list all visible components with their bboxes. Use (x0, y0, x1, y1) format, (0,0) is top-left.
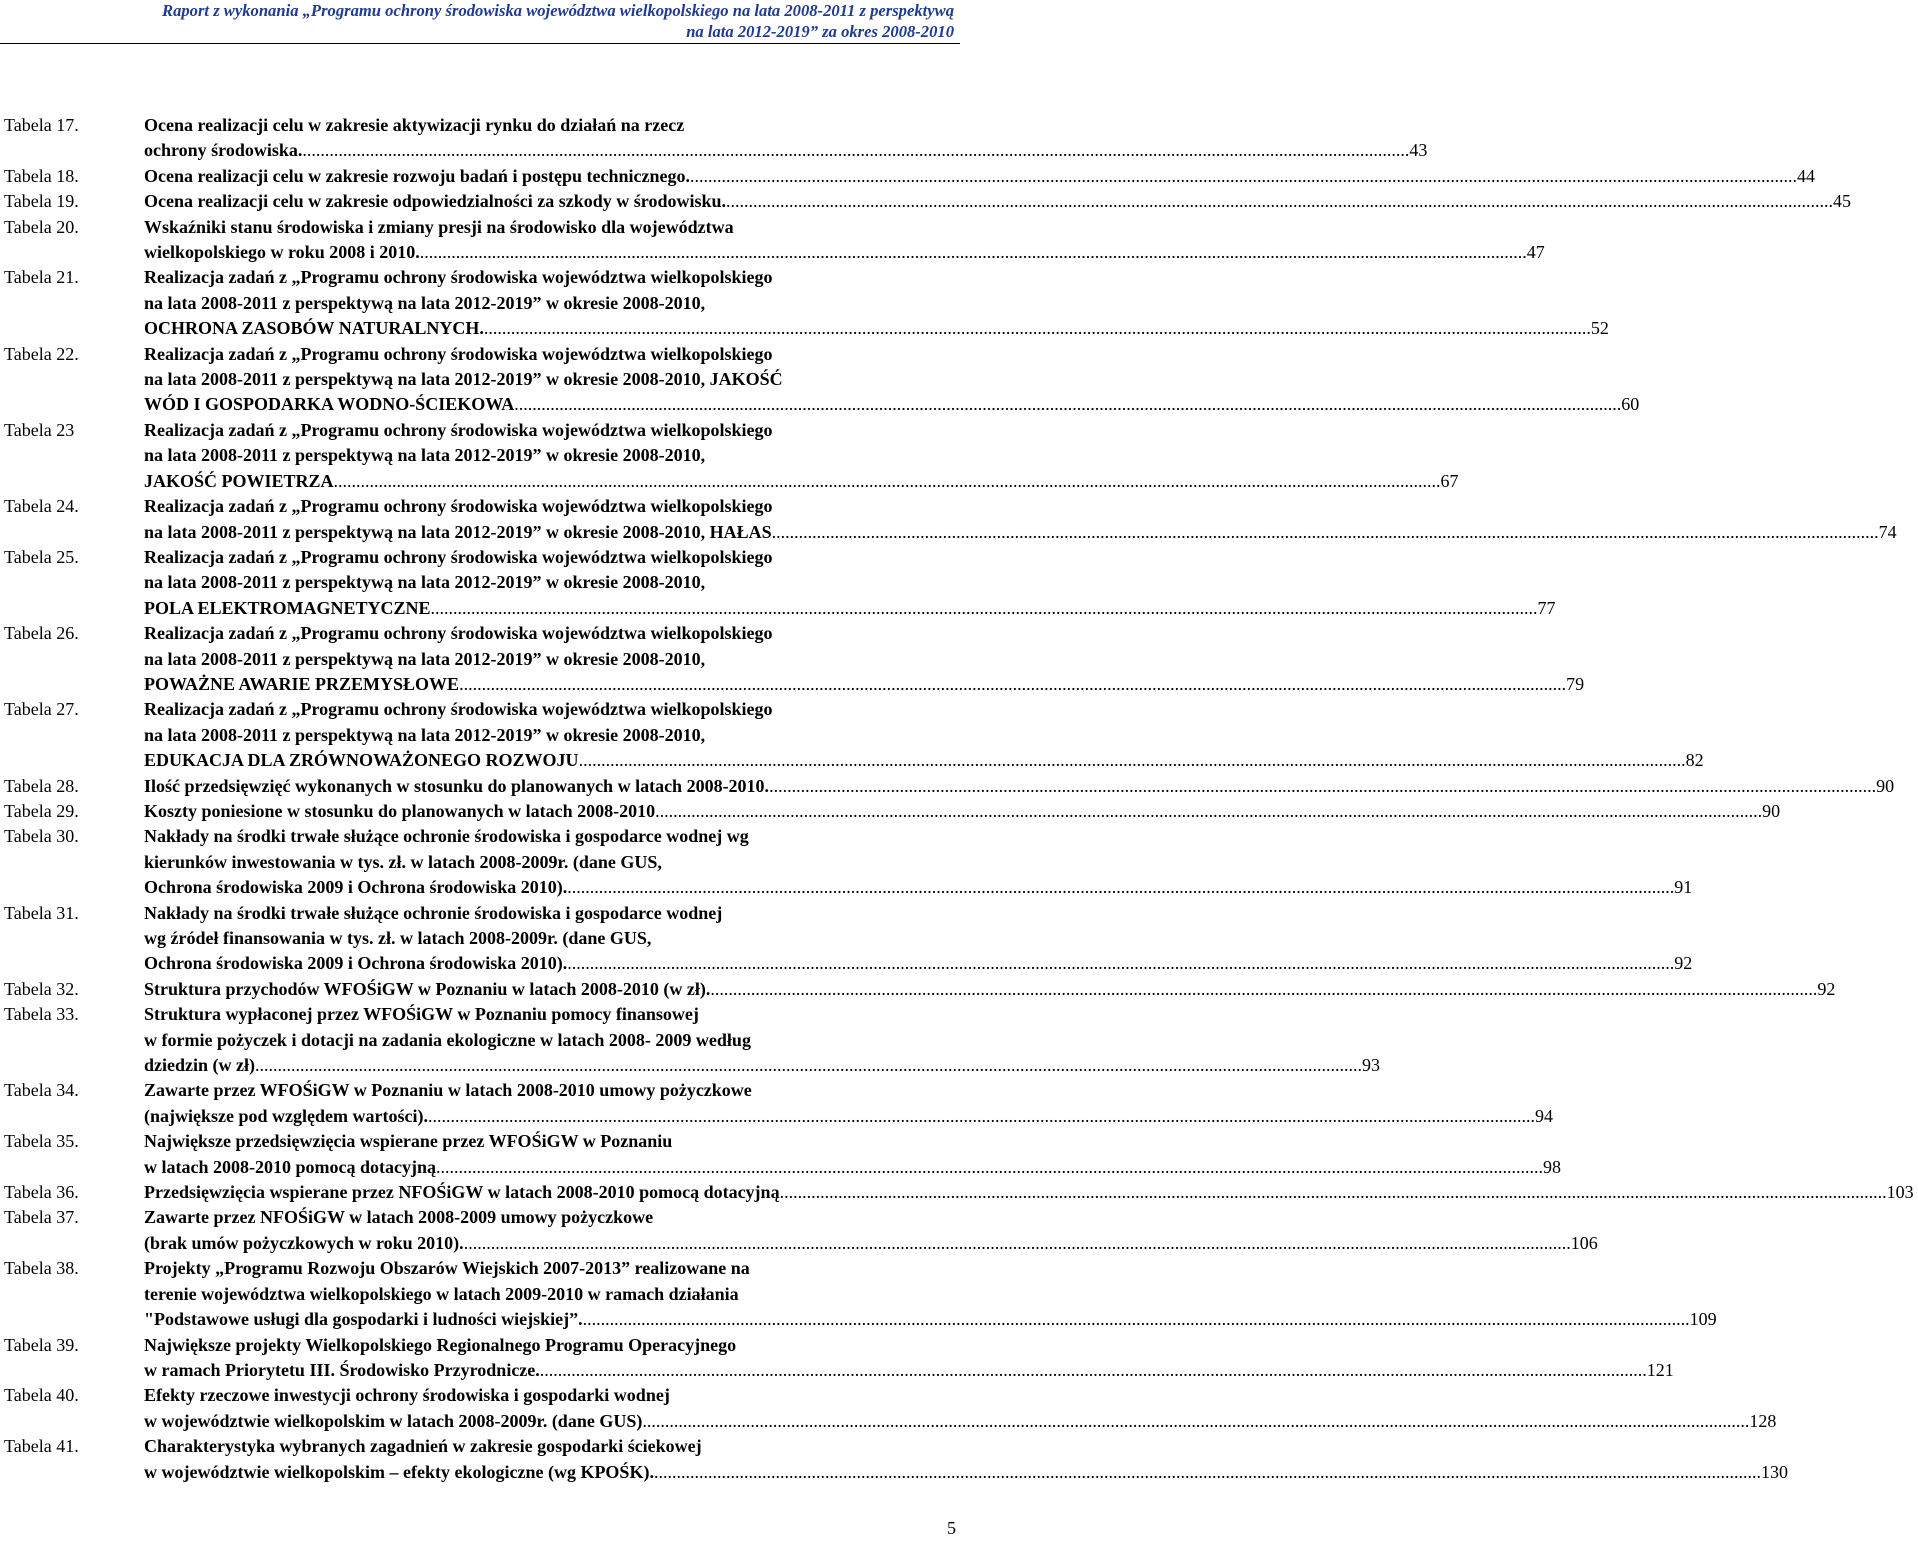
toc-entry[interactable] (0, 1129, 1561, 1180)
table-title (144, 799, 1784, 824)
dot-leader (655, 799, 1762, 824)
title-line: Przedsięwzięcia wspierane przez NFOŚiGW w latach 2008-2010 pomocą dotacyjną (144, 1182, 780, 1203)
table-title (144, 824, 1696, 900)
title-line: Zawarte przez WFOŚiGW w Poznaniu w latach 2008-2010 umowy pożyczkowe (144, 1080, 752, 1101)
table-title (144, 418, 1463, 494)
table-title (144, 1256, 1721, 1332)
title-line: Projekty „Programu Rozwoju Obszarów Wiejskich 2007-2013” realizowane na (144, 1258, 750, 1279)
title-last-line (144, 240, 1545, 265)
table-title (144, 494, 1901, 545)
page-ref[interactable]: 128 (1749, 1410, 1777, 1431)
title-last-line (144, 392, 1639, 417)
title-line: "Podstawowe usługi dla gospodarki i ludności wiejskiej”. (144, 1309, 583, 1330)
page-ref[interactable]: 93 (1361, 1055, 1380, 1076)
dot-leader (583, 1307, 1690, 1332)
title-line: WÓD I GOSPODARKA WODNO-ŚCIEKOWA (144, 394, 515, 415)
title-line: na lata 2008-2011 z perspektywą na lata 2012-2019” w okresie 2008-2010, (144, 724, 706, 745)
title-last-line (144, 138, 1427, 163)
title-line: Największe projekty Wielkopolskiego Regionalnego Programu Operacyjnego (144, 1334, 737, 1355)
page-ref[interactable]: 77 (1537, 597, 1556, 618)
title-line: Ochrona środowiska 2009 i Ochrona środowiska 2010). (144, 877, 568, 898)
title-last-line (144, 1358, 1674, 1383)
page-ref[interactable]: 103 (1886, 1182, 1914, 1203)
page-ref[interactable]: 44 (1796, 165, 1815, 186)
table-label: Tabela 19. (4, 191, 79, 212)
title-line: na lata 2008-2011 z perspektywą na lata 2012-2019” w okresie 2008-2010, HAŁAS (144, 521, 772, 542)
title-line: dziedzin (w zł) (144, 1055, 255, 1076)
title-last-line (144, 1307, 1717, 1332)
dot-leader (459, 672, 1566, 697)
title-line: Charakterystyka wybranych zagadnień w zakresie gospodarki ściekowej (144, 1436, 702, 1457)
dot-leader (642, 1409, 1749, 1434)
title-line: wg źródeł finansowania w tys. zł. w latach 2008-2009r. (dane GUS, (144, 928, 652, 948)
title-line: w ramach Priorytetu III. Środowisko Przyrodnicze. (144, 1359, 540, 1380)
page-ref[interactable]: 43 (1409, 140, 1428, 161)
page-ref[interactable]: 82 (1685, 750, 1704, 771)
table-label: Tabela 26. (4, 623, 79, 644)
title-line: na lata 2008-2011 z perspektywą na lata 2012-2019” w okresie 2008-2010, (144, 572, 706, 593)
toc-entry[interactable] (0, 189, 1851, 214)
dot-leader (654, 1460, 1761, 1485)
title-last-line (144, 672, 1584, 697)
toc-entry[interactable] (0, 697, 1704, 773)
title-last-line (144, 189, 1851, 214)
title-line: w formie pożyczek i dotacji na zadania ekologiczne w latach 2008- 2009 według (144, 1029, 751, 1050)
title-line: ochrony środowiska. (144, 140, 303, 161)
running-header (0, 0, 960, 44)
page-ref[interactable]: 45 (1833, 191, 1851, 212)
table-title (144, 1180, 1918, 1205)
dot-leader (567, 875, 1674, 900)
title-line: Realizacja zadań z „Programu ochrony środowiska województwa wielkopolskiego (144, 496, 773, 517)
table-label: Tabela 28. (4, 775, 79, 796)
dot-leader (420, 240, 1527, 265)
page-ref[interactable]: 92 (1674, 953, 1693, 974)
title-last-line (144, 164, 1815, 189)
title-last-line (144, 1053, 1380, 1078)
toc-entry[interactable] (0, 164, 1815, 189)
table-label: Tabela 29. (4, 800, 79, 821)
title-line: Koszty poniesione w stosunku do planowanych w latach 2008-2010 (144, 800, 656, 821)
table-title (144, 774, 1898, 799)
title-line: kierunków inwestowania w tys. zł. w latach 2008-2009r. (dane GUS, (144, 851, 662, 872)
table-label: Tabela 38. (4, 1258, 79, 1279)
table-title (144, 1129, 1565, 1180)
title-line: Ocena realizacji celu w zakresie odpowiedzialności za szkody w środowisku. (144, 191, 726, 212)
table-label: Tabela 20. (4, 216, 79, 237)
table-label: Tabela 32. (4, 978, 79, 999)
toc-entry[interactable] (0, 265, 1609, 341)
title-last-line (144, 1155, 1561, 1180)
title-line: Nakłady na środki trwałe służące ochronie środowiska i gospodarce wodnej wg (144, 826, 749, 847)
title-line: Nakłady na środki trwałe służące ochronie środowiska i gospodarce wodnej (144, 902, 723, 923)
toc-entry[interactable] (0, 824, 1693, 900)
table-title (144, 265, 1613, 341)
title-line: na lata 2008-2011 z perspektywą na lata 2012-2019” w okresie 2008-2010, JAKOŚĆ (144, 369, 783, 390)
dot-leader (334, 469, 1441, 494)
title-line: w województwie wielkopolskim – efekty ekologiczne (wg KPOŚK). (144, 1461, 654, 1482)
page-ref[interactable]: 74 (1878, 521, 1897, 542)
title-last-line (144, 1231, 1598, 1256)
toc-entry[interactable] (0, 1434, 1788, 1485)
title-line: Ilość przedsięwzięć wykonanych w stosunku do planowanych w latach 2008-2010. (144, 775, 770, 796)
title-last-line (144, 469, 1459, 494)
dot-leader (484, 316, 1591, 341)
toc-entry[interactable] (0, 799, 1781, 824)
table-label: Tabela 40. (4, 1385, 79, 1406)
table-title (144, 977, 1839, 1002)
table-label: Tabela 27. (4, 699, 79, 720)
table-label: Tabela 36. (4, 1182, 79, 1203)
dot-leader (302, 138, 1409, 163)
title-last-line (144, 1104, 1553, 1129)
title-line: Realizacja zadań z „Programu ochrony środowiska województwa wielkopolskiego (144, 623, 773, 644)
table-title (144, 342, 1643, 418)
title-line: Realizacja zadań z „Programu ochrony środowiska województwa wielkopolskiego (144, 699, 773, 720)
page-ref[interactable]: 109 (1689, 1309, 1717, 1330)
dot-leader (690, 164, 1797, 189)
title-line: w województwie wielkopolskim w latach 2008-2009r. (dane GUS) (144, 1410, 643, 1431)
table-label: Tabela 25. (4, 546, 79, 567)
table-title (144, 1333, 1678, 1384)
table-title (144, 1002, 1384, 1078)
page-ref[interactable]: 52 (1590, 318, 1609, 339)
title-line: w latach 2008-2010 pomocą dotacyjną (144, 1156, 436, 1177)
table-label: Tabela 21. (4, 267, 79, 288)
table-title (144, 1205, 1602, 1256)
dot-leader (579, 748, 1686, 773)
page-ref[interactable]: 130 (1760, 1461, 1788, 1482)
page-ref[interactable]: 91 (1674, 877, 1693, 898)
title-line: wielkopolskiego w roku 2008 i 2010. (144, 242, 420, 263)
dot-leader (710, 977, 1817, 1002)
title-line: Zawarte przez NFOŚiGW w latach 2008-2009 umowy pożyczkowe (144, 1207, 654, 1228)
title-last-line (144, 1409, 1776, 1434)
toc-entry[interactable] (0, 621, 1585, 697)
dot-leader (436, 1155, 1543, 1180)
title-line: Realizacja zadań z „Programu ochrony środowiska województwa wielkopolskiego (144, 343, 773, 364)
title-last-line (144, 1460, 1788, 1485)
toc-entry[interactable] (0, 977, 1836, 1002)
title-line: Efekty rzeczowe inwestycji ochrony środowiska i gospodarki wodnej (144, 1385, 670, 1406)
page-ref[interactable]: 47 (1526, 242, 1545, 263)
title-last-line (144, 1180, 1914, 1205)
toc-entry[interactable] (0, 1078, 1553, 1129)
table-title (144, 1383, 1780, 1434)
title-line: (największe pod względem wartości). (144, 1105, 428, 1126)
title-line: Realizacja zadań z „Programu ochrony środowiska województwa wielkopolskiego (144, 267, 773, 288)
dot-leader (567, 951, 1674, 976)
title-line: Ocena realizacji celu w zakresie aktywizacji rynku do działań na rzecz (144, 115, 685, 135)
title-last-line (144, 774, 1894, 799)
toc-entry[interactable] (0, 1002, 1380, 1078)
table-title (144, 545, 1560, 621)
table-label: Tabela 39. (4, 1334, 79, 1355)
title-line: Realizacja zadań z „Programu ochrony środowiska województwa wielkopolskiego (144, 546, 773, 567)
title-line: JAKOŚĆ POWIETRZA (144, 470, 334, 491)
title-line: Ochrona środowiska 2009 i Ochrona środowiska 2010). (144, 953, 568, 974)
toc-entry[interactable] (0, 1383, 1777, 1434)
dot-leader (772, 520, 1879, 545)
page-ref[interactable]: 98 (1542, 1156, 1561, 1177)
title-line: EDUKACJA DLA ZRÓWNOWAŻONEGO ROZWOJU (144, 750, 579, 771)
table-label: Tabela 18. (4, 165, 79, 186)
title-last-line (144, 977, 1835, 1002)
title-last-line (144, 951, 1692, 976)
page-ref[interactable]: 79 (1566, 673, 1585, 694)
title-line: Realizacja zadań z „Programu ochrony środowiska województwa wielkopolskiego (144, 419, 773, 440)
table-label: Tabela 22. (4, 343, 79, 364)
page-ref[interactable]: 106 (1570, 1232, 1598, 1253)
title-line: POLA ELEKTROMAGNETYCZNE (144, 597, 431, 618)
toc-entry[interactable] (0, 215, 1545, 266)
title-line: terenie województwa wielkopolskiego w latach 2009-2010 w ramach działania (144, 1283, 739, 1304)
title-line: POWAŻNE AWARIE PRZEMYSŁOWE (144, 673, 460, 694)
table-title (144, 621, 1588, 697)
title-last-line (144, 799, 1780, 824)
table-title (144, 697, 1708, 773)
table-label: Tabela 17. (4, 115, 79, 135)
toc-entry[interactable] (0, 1205, 1598, 1256)
toc-entry[interactable] (0, 494, 1897, 545)
table-title (144, 189, 1855, 214)
header-line-1: Raport z wykonania „Programu ochrony środowiska województwa wielkopolskiego na lata 2008-2011 z perspektywą (162, 1, 954, 20)
header-line-2: na lata 2012-2019” za okres 2008-2010 (686, 22, 954, 41)
toc-entry[interactable] (0, 342, 1640, 418)
table-label: Tabela 31. (4, 902, 79, 923)
dot-leader (540, 1358, 1647, 1383)
table-title (144, 901, 1696, 977)
toc-entry[interactable] (0, 1256, 1717, 1332)
table-label: Tabela 35. (4, 1131, 79, 1152)
toc-entry[interactable] (0, 1180, 1914, 1205)
table-title (144, 1078, 1557, 1129)
page-number: 5 (947, 1518, 956, 1538)
page-ref[interactable]: 94 (1534, 1105, 1553, 1126)
page-ref[interactable]: 121 (1646, 1359, 1674, 1380)
page-ref[interactable]: 60 (1621, 394, 1640, 415)
toc-entry[interactable] (0, 545, 1556, 621)
toc-entry[interactable] (0, 1333, 1674, 1384)
title-line: Największe przedsięwzięcia wspierane przez WFOŚiGW w Poznaniu (144, 1131, 673, 1152)
table-label: Tabela 24. (4, 496, 79, 517)
dot-leader (726, 189, 1833, 214)
title-line: Ocena realizacji celu w zakresie rozwoju badań i postępu technicznego. (144, 165, 690, 186)
table-label: Tabela 41. (4, 1436, 79, 1457)
title-last-line (144, 875, 1692, 900)
dot-leader (464, 1231, 1571, 1256)
toc-entry[interactable] (0, 901, 1693, 977)
title-line: na lata 2008-2011 z perspektywą na lata 2012-2019” w okresie 2008-2010, (144, 292, 706, 313)
toc-entry[interactable] (0, 418, 1459, 494)
toc-entry[interactable] (0, 774, 1895, 799)
title-last-line (144, 748, 1704, 773)
title-line: (brak umów pożyczkowych w roku 2010). (144, 1232, 464, 1253)
title-last-line (144, 596, 1556, 621)
table-title (144, 1434, 1792, 1485)
page-ref[interactable]: 92 (1817, 978, 1836, 999)
table-label: Tabela 34. (4, 1080, 79, 1101)
title-line: Struktura przychodów WFOŚiGW w Poznaniu w latach 2008-2010 (w zł). (144, 978, 711, 999)
toc-entry[interactable] (0, 113, 1428, 164)
title-last-line (144, 520, 1897, 545)
title-line: na lata 2008-2011 z perspektywą na lata 2012-2019” w okresie 2008-2010, (144, 648, 706, 669)
table-label: Tabela 37. (4, 1207, 79, 1228)
dot-leader (514, 392, 1621, 417)
table-title (144, 215, 1549, 266)
dot-leader (428, 1104, 1535, 1129)
table-title (144, 164, 1819, 189)
title-line: OCHRONA ZASOBÓW NATURALNYCH. (144, 318, 484, 339)
title-line: Struktura wypłaconej przez WFOŚiGW w Poznaniu pomocy finansowej (144, 1004, 699, 1025)
title-line: na lata 2008-2011 z perspektywą na lata 2012-2019” w okresie 2008-2010, (144, 445, 706, 466)
table-label: Tabela 23 (4, 419, 75, 440)
page-ref[interactable]: 67 (1440, 470, 1459, 491)
table-title (144, 113, 1431, 164)
list-of-tables (0, 113, 1914, 1485)
page-ref[interactable]: 90 (1762, 800, 1781, 821)
table-label: Tabela 33. (4, 1004, 79, 1025)
dot-leader (431, 596, 1538, 621)
dot-leader (769, 774, 1876, 799)
dot-leader (255, 1053, 1362, 1078)
title-last-line (144, 316, 1609, 341)
page-ref[interactable]: 90 (1876, 775, 1895, 796)
title-line: Wskaźniki stanu środowiska i zmiany presji na środowisko dla województwa (144, 216, 734, 237)
dot-leader (780, 1180, 1887, 1205)
table-label: Tabela 30. (4, 826, 79, 847)
